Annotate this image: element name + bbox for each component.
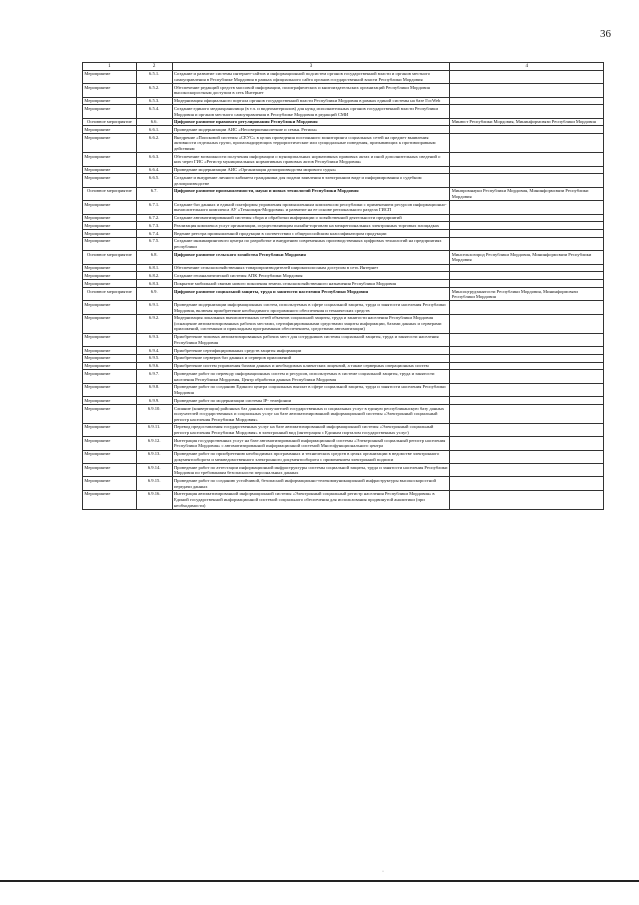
measure-row xyxy=(83,134,604,153)
header-col-3: 3 xyxy=(172,63,450,71)
row-responsible xyxy=(450,97,604,105)
row-responsible xyxy=(450,134,604,153)
measure-row xyxy=(83,214,604,222)
measure-row xyxy=(83,477,604,490)
row-type: Мероприятие xyxy=(83,301,137,314)
row-responsible xyxy=(450,464,604,477)
row-type: Мероприятие xyxy=(83,450,137,463)
scan-mark: · xyxy=(382,869,384,875)
row-number: 6.7.4. xyxy=(136,230,172,238)
row-description: Проведение работ по модернизации системы IP- телефонии xyxy=(172,397,450,405)
row-type: Мероприятие xyxy=(83,105,137,118)
row-responsible xyxy=(450,214,604,222)
row-number: 6.9.5. xyxy=(136,354,172,362)
header-col-2: 2 xyxy=(136,63,172,71)
row-number: 6.9.11. xyxy=(136,423,172,436)
row-number: 6.9.12. xyxy=(136,437,172,450)
measure-row xyxy=(83,314,604,333)
page-number: 36 xyxy=(600,28,611,40)
row-description: Перевод предоставления государственных услуг на базе автоматизированной информационной системы «Электронный социальный регистр населения Республики Мордовия» в электронный вид (интеграция с Единым порталом государственных услуг) xyxy=(172,423,450,436)
row-number: 6.9.2. xyxy=(136,314,172,333)
row-responsible xyxy=(450,153,604,166)
row-description: Проведение модернизации информационных систем, используемых в сфере социальной защиты, труда и занятости населения Республики Мордовия, включая приобретение необходимого программного обеспечения и технических средств xyxy=(172,301,450,314)
row-type: Мероприятие xyxy=(83,201,137,214)
row-type: Мероприятие xyxy=(83,370,137,383)
row-type: Основное мероприятие xyxy=(83,187,137,200)
row-description: Цифровое развитие социальной защиты, труда и занятости населения Республики Мордовия xyxy=(172,287,450,300)
row-responsible xyxy=(450,354,604,362)
row-type: Мероприятие xyxy=(83,347,137,355)
row-number: 6.8.1. xyxy=(136,264,172,272)
row-type: Мероприятие xyxy=(83,423,137,436)
measure-row xyxy=(83,70,604,83)
row-responsible xyxy=(450,477,604,490)
measure-row xyxy=(83,174,604,187)
row-description: Создание баз данных и единой платформы управления промышленным комплексом республики с применением ресурсов информационно-вычислительного комплекса АУ «Технопарк-Мордовия» и развитие на ее основе регионального раздела ГИСП xyxy=(172,201,450,214)
row-description: Приобретение сертифицированных средств защиты информации xyxy=(172,347,450,355)
header-col-1: 1 xyxy=(83,63,137,71)
row-description: Покрытие мобильной связью нового поколения земель сельскохозяйственного назначения Республики Мордовия xyxy=(172,280,450,288)
row-type: Мероприятие xyxy=(83,237,137,250)
measure-row xyxy=(83,126,604,134)
row-responsible xyxy=(450,174,604,187)
row-type: Мероприятие xyxy=(83,333,137,346)
row-number: 6.6.3. xyxy=(136,153,172,166)
measure-row xyxy=(83,354,604,362)
row-description: Модернизация локальных вычислительных сетей объектов социальной защиты, труда и занятости населения Республики Мордовия (оснащение автоматизированных рабочих местами, сертифицированными средствами защиты информации, базами данных и серверами приложений, системным и прикладным программным обеспечением, средствами автоматизации) xyxy=(172,314,450,333)
row-number: 6.7.1. xyxy=(136,201,172,214)
row-number: 6.8. xyxy=(136,251,172,264)
row-number: 6.5.1. xyxy=(136,70,172,83)
row-responsible xyxy=(450,126,604,134)
row-responsible xyxy=(450,166,604,174)
row-description: Обеспечение редакций средств массовой информации, полиграфических и книгоиздательских организаций Республики Мордовия высокоскоростным доступом в сеть Интернет xyxy=(172,84,450,97)
row-number: 6.5.3. xyxy=(136,97,172,105)
row-type: Мероприятие xyxy=(83,272,137,280)
measure-row xyxy=(83,166,604,174)
row-number: 6.6. xyxy=(136,118,172,126)
measure-row xyxy=(83,222,604,230)
row-description: Создание и развитие системы интернет-сайтов и информационной подсистем органов государственной власти и органов местного самоуправления в Республике Мордовия в рамках официального сайта органов государственной власти Республики Мордовия xyxy=(172,70,450,83)
row-description: Интеграция государственных услуг на базе автоматизированной информационной системы «Электронный социальный регистр населения Республики Мордовия» с автоматизированной информационной системой Многофункционального центра xyxy=(172,437,450,450)
row-responsible xyxy=(450,333,604,346)
row-description: Проведение модернизации АИС «Организация делопроизводства мирового судьи» xyxy=(172,166,450,174)
row-number: 6.8.2. xyxy=(136,272,172,280)
row-type: Мероприятие xyxy=(83,230,137,238)
row-type: Основное мероприятие xyxy=(83,287,137,300)
row-responsible xyxy=(450,450,604,463)
row-responsible xyxy=(450,362,604,370)
row-number: 6.9.7. xyxy=(136,370,172,383)
row-number: 6.9.14. xyxy=(136,464,172,477)
row-description: Проведение работ по аттестации информационной инфраструктуры системы социальной защиты, труда и занятости населения Республики Мордовия по требованиям безопасности персональных данных xyxy=(172,464,450,477)
measure-row xyxy=(83,280,604,288)
row-responsible xyxy=(450,347,604,355)
row-responsible xyxy=(450,404,604,423)
row-type: Мероприятие xyxy=(83,84,137,97)
row-responsible xyxy=(450,237,604,250)
row-responsible: Минюст Республики Мордовия, Мининформсвязи Республики Мордовия xyxy=(450,118,604,126)
row-description: Проведение работ по приобретению необходимых программных и технических средств в целях организации в ведомстве электронного документооборота и межведомственного электронного документооборота с применением электронной подписи xyxy=(172,450,450,463)
row-type: Мероприятие xyxy=(83,97,137,105)
row-description: Цифровое развитие промышленности, науки и новых технологий Республики Мордовия xyxy=(172,187,450,200)
row-responsible xyxy=(450,423,604,436)
row-description: Проведение работ по созданию устойчивой, безопасной информационно-телекоммуникационной инфраструктуры высокоскоростной передачи данных xyxy=(172,477,450,490)
row-type: Мероприятие xyxy=(83,222,137,230)
row-description: Создание геоаналитической системы АПК Республики Мордовия xyxy=(172,272,450,280)
measure-row xyxy=(83,84,604,97)
row-responsible xyxy=(450,490,604,509)
row-description: Внедрение «Поисковой системы «СЕУС» в целях проведения постоянного мониторинга социальных сетей на предмет выявления активности отдельных групп, пропагандирующих террористические или суицидальные поведения, призывающих к противоправным действиям xyxy=(172,134,450,153)
measure-row xyxy=(83,437,604,450)
row-type: Мероприятие xyxy=(83,166,137,174)
main-measure-row xyxy=(83,187,604,200)
row-number: 6.6.2. xyxy=(136,134,172,153)
row-description: Слияние (конвертация) районных баз данных получателей государственных и социальных услуг в единую республиканскую базу данных получателей государственных и социальных услуг на базе автоматизированной информационной системы «Электронный социальный регистр населения Республики Мордовия» xyxy=(172,404,450,423)
row-description: Реализация комплекса услуг организации, осуществляющим онлайн-торговлю на межрегиональных электронных торговых площадках xyxy=(172,222,450,230)
table-header-row xyxy=(83,63,604,71)
row-number: 6.9.13. xyxy=(136,450,172,463)
row-description: Ведение реестра промышленной продукции в соответствии с общероссийским классификатором продукции xyxy=(172,230,450,238)
measure-row xyxy=(83,404,604,423)
row-type: Основное мероприятие xyxy=(83,118,137,126)
scan-edge-line xyxy=(0,880,639,882)
row-responsible: Минпромнауки Республики Мордовия, Мининформсвязи Республики Мордовия xyxy=(450,187,604,200)
measures-table xyxy=(82,62,604,510)
main-measure-row xyxy=(83,118,604,126)
row-number: 6.7.2. xyxy=(136,214,172,222)
row-type: Мероприятие xyxy=(83,477,137,490)
row-description: Проведение работ по созданию Единого центра социальных выплат в сфере социальной защиты, труда и занятости населения Республики Мордовия xyxy=(172,383,450,396)
row-number: 6.6.5. xyxy=(136,174,172,187)
row-type: Мероприятие xyxy=(83,354,137,362)
measure-row xyxy=(83,362,604,370)
measure-row xyxy=(83,397,604,405)
row-description: Интеграция автоматизированной информационной системы «Электронный социальный регистр населения Республики Мордовия» в Единой государственной информационной системой социального обеспечения для использования продвинутой аналитики (при необходимости) xyxy=(172,490,450,509)
row-responsible xyxy=(450,230,604,238)
measure-row xyxy=(83,230,604,238)
row-type: Мероприятие xyxy=(83,490,137,509)
row-number: 6.9.8. xyxy=(136,383,172,396)
row-number: 6.8.3. xyxy=(136,280,172,288)
measure-row xyxy=(83,423,604,436)
row-number: 6.9.3. xyxy=(136,333,172,346)
row-number: 6.6.1. xyxy=(136,126,172,134)
row-number: 6.9.15. xyxy=(136,477,172,490)
measure-row xyxy=(83,237,604,250)
row-responsible xyxy=(450,70,604,83)
row-responsible xyxy=(450,383,604,396)
measure-row xyxy=(83,450,604,463)
row-description: Обеспечение возможности получения информации о муниципальных нормативных правовых актах и иной дополнительных сведений о них через ГИС «Регистр муниципальных нормативных правовых актов Республики Мордовия» xyxy=(172,153,450,166)
row-number: 6.9. xyxy=(136,287,172,300)
row-responsible: Минсельхозпрод Республики Мордовия, Мининформсвязи Республики Мордовия xyxy=(450,251,604,264)
row-responsible xyxy=(450,264,604,272)
row-type: Мероприятие xyxy=(83,362,137,370)
row-description: Обеспечение сельскохозяйственных товаропроизводителей широкополосным доступом в сеть Интернет xyxy=(172,264,450,272)
row-responsible xyxy=(450,84,604,97)
row-responsible xyxy=(450,222,604,230)
row-description: Приобретение серверов баз данных и серверов приложений xyxy=(172,354,450,362)
measure-row xyxy=(83,201,604,214)
row-responsible xyxy=(450,437,604,450)
measure-row xyxy=(83,347,604,355)
row-number: 6.7. xyxy=(136,187,172,200)
row-description: Модернизация официального портала органов государственной власти Республики Мордовия в рамках единой системы на базе ГосWeb xyxy=(172,97,450,105)
measure-row xyxy=(83,272,604,280)
row-type: Мероприятие xyxy=(83,134,137,153)
header-col-4: 4 xyxy=(450,63,604,71)
measure-row xyxy=(83,105,604,118)
row-type: Мероприятие xyxy=(83,126,137,134)
row-description: Создание инжинирингового центра по разработке и внедрению современных производственных цифровых технологий на предприятиях республики xyxy=(172,237,450,250)
row-type: Мероприятие xyxy=(83,397,137,405)
row-description: Создание единого медиахранилища (в т.ч. и видеоматериалов) для нужд исполнительных органов государственной власти Республики Мордовия и органов местного самоуправления в Республике Мордовия в редакций СМИ xyxy=(172,105,450,118)
row-number: 6.9.4. xyxy=(136,347,172,355)
row-number: 6.7.5. xyxy=(136,237,172,250)
row-type: Мероприятие xyxy=(83,214,137,222)
row-type: Мероприятие xyxy=(83,280,137,288)
row-number: 6.9.16. xyxy=(136,490,172,509)
row-type: Мероприятие xyxy=(83,174,137,187)
main-measure-row xyxy=(83,251,604,264)
measure-row xyxy=(83,490,604,509)
row-responsible xyxy=(450,201,604,214)
measure-row xyxy=(83,370,604,383)
row-number: 6.9.1. xyxy=(136,301,172,314)
row-responsible xyxy=(450,301,604,314)
row-type: Мероприятие xyxy=(83,264,137,272)
measure-row xyxy=(83,464,604,477)
measure-row xyxy=(83,301,604,314)
row-description: Проведение модернизации АИС «Несовершеннолетние и семья. Регион» xyxy=(172,126,450,134)
measure-row xyxy=(83,383,604,396)
row-number: 6.7.3. xyxy=(136,222,172,230)
row-responsible xyxy=(450,397,604,405)
row-responsible xyxy=(450,314,604,333)
row-description: Создание автоматизированной системы сбора и обработки информации о хозяйственной деятельности предприятий xyxy=(172,214,450,222)
measure-row xyxy=(83,264,604,272)
row-description: Цифровое развитие сельского хозяйства Республики Мордовия xyxy=(172,251,450,264)
measure-row xyxy=(83,153,604,166)
row-description: Приобретение систем управления базами данных и необходимых клиентских лицензий, а также серверных операционных систем xyxy=(172,362,450,370)
row-responsible xyxy=(450,370,604,383)
row-type: Мероприятие xyxy=(83,70,137,83)
row-number: 6.6.4. xyxy=(136,166,172,174)
measure-row xyxy=(83,97,604,105)
row-number: 6.9.10. xyxy=(136,404,172,423)
main-measure-row xyxy=(83,287,604,300)
row-description: Создание и внедрение личного кабинета гражданина для подачи заявления в электронном виде и информирования о судебном делопроизводстве xyxy=(172,174,450,187)
row-type: Мероприятие xyxy=(83,464,137,477)
row-responsible xyxy=(450,272,604,280)
row-description: Проведение работ по переводу информационных систем и ресурсов, используемых в системе социальной защиты, труда и занятости населения Республики Мордовия, Центр обработки данных Республики Мордовия xyxy=(172,370,450,383)
row-type: Основное мероприятие xyxy=(83,251,137,264)
measure-row xyxy=(83,333,604,346)
row-number: 6.9.6. xyxy=(136,362,172,370)
row-responsible: Минсоцтрудзанятости Республики Мордовия, Мининформсвязи Республики Мордовия xyxy=(450,287,604,300)
row-responsible xyxy=(450,280,604,288)
row-type: Мероприятие xyxy=(83,314,137,333)
row-description: Приобретение типовых автоматизированных рабочих мест для сотрудников системы социальной защиты, труда и занятости населения Республики Мордовия xyxy=(172,333,450,346)
row-type: Мероприятие xyxy=(83,404,137,423)
row-number: 6.9.9. xyxy=(136,397,172,405)
row-type: Мероприятие xyxy=(83,153,137,166)
row-type: Мероприятие xyxy=(83,383,137,396)
row-number: 6.5.4. xyxy=(136,105,172,118)
row-description: Цифровое развитие правового регулирования Республики Мордовия xyxy=(172,118,450,126)
row-number: 6.5.2. xyxy=(136,84,172,97)
row-type: Мероприятие xyxy=(83,437,137,450)
row-responsible xyxy=(450,105,604,118)
